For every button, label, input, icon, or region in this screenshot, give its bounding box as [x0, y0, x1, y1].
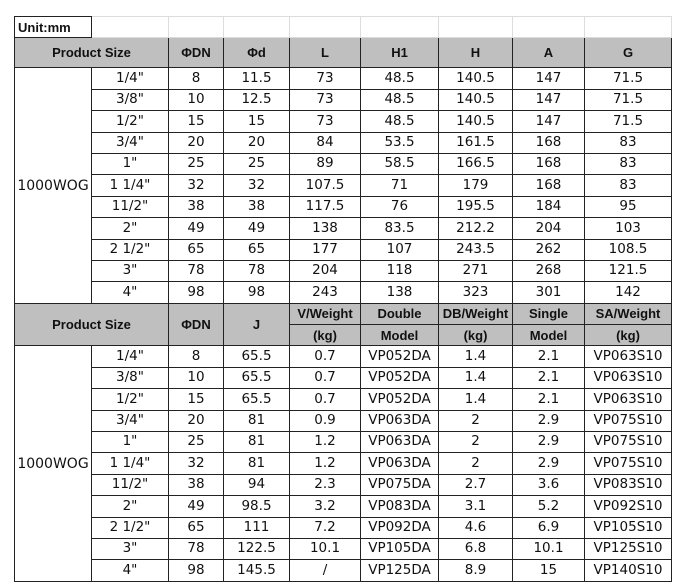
- table-cell: 140.5: [439, 111, 513, 132]
- header-single-model: Model: [513, 325, 585, 346]
- table-cell: 184: [513, 196, 585, 217]
- table-cell: 4.6: [439, 517, 513, 538]
- header-double: Double: [361, 303, 439, 324]
- table-cell: 1.4: [439, 346, 513, 367]
- table-cell: VP075S10: [585, 432, 672, 453]
- table-cell: 138: [361, 282, 439, 303]
- header-sa-weight-unit: (kg): [585, 325, 672, 346]
- table-cell: 271: [439, 260, 513, 281]
- header-dn: ΦDN: [169, 38, 224, 68]
- table-cell: 73: [290, 89, 361, 110]
- table-cell: 2.7: [439, 474, 513, 495]
- table-row: [15, 474, 672, 495]
- header-h: H: [439, 38, 513, 68]
- table-cell: 118: [361, 260, 439, 281]
- table-cell: 8.9: [439, 560, 513, 581]
- table-cell: 268: [513, 260, 585, 281]
- table-row: [15, 538, 672, 559]
- table-cell: 48.5: [361, 89, 439, 110]
- table-cell: 0.7: [290, 367, 361, 388]
- table-cell: 2: [439, 410, 513, 431]
- table-cell: VP063DA: [361, 453, 439, 474]
- table-cell: 1.4: [439, 367, 513, 388]
- table-cell: 38: [169, 474, 224, 495]
- table-cell: 3.2: [290, 496, 361, 517]
- table-cell: 98: [169, 282, 224, 303]
- table-cell: 65.5: [224, 367, 290, 388]
- table-cell: 8: [169, 68, 224, 89]
- table-cell: 168: [513, 132, 585, 153]
- table-cell: 2: [439, 453, 513, 474]
- table-cell: 3.6: [513, 474, 585, 495]
- table-cell: 73: [290, 68, 361, 89]
- table-cell: 262: [513, 239, 585, 260]
- table-cell: 147: [513, 68, 585, 89]
- table1-header-row: [15, 38, 672, 68]
- table-cell: 7.2: [290, 517, 361, 538]
- table2-body: [15, 346, 672, 581]
- table-cell: 2": [92, 496, 169, 517]
- table-cell: 0.9: [290, 410, 361, 431]
- table-cell: 147: [513, 111, 585, 132]
- table-cell: 71.5: [585, 89, 672, 110]
- table1-body: [15, 68, 672, 303]
- table-cell: 76: [361, 196, 439, 217]
- table-cell: 204: [290, 260, 361, 281]
- table-cell: 1/2": [92, 111, 169, 132]
- table-cell: 49: [169, 496, 224, 517]
- table-cell: 117.5: [290, 196, 361, 217]
- table-cell: 20: [224, 132, 290, 153]
- table-cell: 147: [513, 89, 585, 110]
- table-cell: 5.2: [513, 496, 585, 517]
- table-cell: 161.5: [439, 132, 513, 153]
- table-cell: 53.5: [361, 132, 439, 153]
- model-cell: 1000WOG: [15, 346, 92, 581]
- table-cell: 168: [513, 175, 585, 196]
- table-cell: 98.5: [224, 496, 290, 517]
- table-cell: VP063DA: [361, 432, 439, 453]
- table-cell: 38: [169, 196, 224, 217]
- header-db-weight-unit: (kg): [439, 325, 513, 346]
- table-row: [15, 175, 672, 196]
- table-cell: 12.5: [224, 89, 290, 110]
- table-cell: 3": [92, 538, 169, 559]
- table-cell: VP140S10: [585, 560, 672, 581]
- table-cell: 32: [169, 453, 224, 474]
- table-cell: 3/8": [92, 89, 169, 110]
- header-single: Single: [513, 303, 585, 324]
- table-cell: 2.1: [513, 367, 585, 388]
- header-v-weight: V/Weight: [290, 303, 361, 324]
- table-cell: 121.5: [585, 260, 672, 281]
- table-cell: VP063DA: [361, 410, 439, 431]
- table-cell: 10: [169, 367, 224, 388]
- table-cell: 2: [439, 432, 513, 453]
- table-cell: 6.8: [439, 538, 513, 559]
- table-cell: 4": [92, 282, 169, 303]
- table-cell: 98: [224, 282, 290, 303]
- table-cell: /: [290, 560, 361, 581]
- table-cell: 179: [439, 175, 513, 196]
- table-cell: 1": [92, 432, 169, 453]
- table-cell: 71.5: [585, 68, 672, 89]
- table-cell: 83: [585, 132, 672, 153]
- table-cell: 48.5: [361, 111, 439, 132]
- table-cell: 204: [513, 218, 585, 239]
- table-cell: 10.1: [513, 538, 585, 559]
- table-cell: 1/4": [92, 68, 169, 89]
- table-cell: 140.5: [439, 68, 513, 89]
- header-dn-2: ΦDN: [169, 303, 224, 346]
- table-cell: 10.1: [290, 538, 361, 559]
- table-cell: 89: [290, 153, 361, 174]
- header-g: G: [585, 38, 672, 68]
- table-row: [15, 239, 672, 260]
- table-cell: 78: [169, 538, 224, 559]
- table-cell: 323: [439, 282, 513, 303]
- table-cell: 49: [224, 218, 290, 239]
- table-cell: 58.5: [361, 153, 439, 174]
- table-cell: 11.5: [224, 68, 290, 89]
- table-cell: 2": [92, 218, 169, 239]
- table-cell: VP063S10: [585, 389, 672, 410]
- table-cell: 142: [585, 282, 672, 303]
- table-cell: 32: [224, 175, 290, 196]
- table-cell: VP075DA: [361, 474, 439, 495]
- table-cell: 1": [92, 153, 169, 174]
- table-cell: 83.5: [361, 218, 439, 239]
- table-cell: 212.2: [439, 218, 513, 239]
- table-cell: 243: [290, 282, 361, 303]
- table-cell: 145.5: [224, 560, 290, 581]
- table-row: [15, 453, 672, 474]
- table-cell: 1 1/4": [92, 453, 169, 474]
- table-row: [15, 410, 672, 431]
- table-cell: VP075S10: [585, 453, 672, 474]
- table-cell: VP052DA: [361, 346, 439, 367]
- table-row: [15, 111, 672, 132]
- table-cell: 78: [224, 260, 290, 281]
- header-j: J: [224, 303, 290, 346]
- header-product-size: Product Size: [15, 38, 169, 68]
- table-cell: 0.7: [290, 346, 361, 367]
- table-cell: 0.7: [290, 389, 361, 410]
- table-cell: 2.9: [513, 453, 585, 474]
- table-cell: 177: [290, 239, 361, 260]
- table-cell: 108.5: [585, 239, 672, 260]
- unit-label: Unit:mm: [15, 17, 92, 38]
- header-v-weight-unit: (kg): [290, 325, 361, 346]
- header-product-size-2: Product Size: [15, 303, 169, 346]
- table-row: [15, 260, 672, 281]
- table-cell: 195.5: [439, 196, 513, 217]
- table-cell: 3": [92, 260, 169, 281]
- model-cell: 1000WOG: [15, 68, 92, 303]
- table-cell: 2 1/2": [92, 239, 169, 260]
- table-row: [15, 89, 672, 110]
- table-cell: 140.5: [439, 89, 513, 110]
- header-l: L: [290, 38, 361, 68]
- table-cell: VP063S10: [585, 367, 672, 388]
- table-cell: 4": [92, 560, 169, 581]
- table-cell: 95: [585, 196, 672, 217]
- table-cell: 2.1: [513, 346, 585, 367]
- table-cell: 83: [585, 153, 672, 174]
- table-cell: 168: [513, 153, 585, 174]
- table-cell: 20: [169, 410, 224, 431]
- table-cell: 49: [169, 218, 224, 239]
- table-cell: 2.9: [513, 410, 585, 431]
- table-cell: VP125S10: [585, 538, 672, 559]
- header-db-weight: DB/Weight: [439, 303, 513, 324]
- table-row: [15, 153, 672, 174]
- table-cell: 107: [361, 239, 439, 260]
- table-cell: 65: [169, 517, 224, 538]
- table2-header-row: [15, 303, 672, 324]
- table-cell: 84: [290, 132, 361, 153]
- table-cell: 138: [290, 218, 361, 239]
- table-cell: 3/4": [92, 132, 169, 153]
- table-cell: 15: [224, 111, 290, 132]
- table-row: [15, 517, 672, 538]
- table-row: [15, 196, 672, 217]
- table-cell: 166.5: [439, 153, 513, 174]
- header-h1: H1: [361, 38, 439, 68]
- table-cell: VP052DA: [361, 367, 439, 388]
- table-cell: 65.5: [224, 389, 290, 410]
- table-row: [15, 432, 672, 453]
- table-row: [15, 282, 672, 303]
- table-row: [15, 496, 672, 517]
- table-row: [15, 346, 672, 367]
- table-cell: VP105S10: [585, 517, 672, 538]
- table-cell: 1 1/4": [92, 175, 169, 196]
- table-cell: 94: [224, 474, 290, 495]
- table-cell: 98: [169, 560, 224, 581]
- table-cell: 71.5: [585, 111, 672, 132]
- table-cell: 15: [169, 111, 224, 132]
- table-cell: 2 1/2": [92, 517, 169, 538]
- table-row: [15, 560, 672, 581]
- table-cell: VP125DA: [361, 560, 439, 581]
- table-cell: 8: [169, 346, 224, 367]
- table-cell: 103: [585, 218, 672, 239]
- table-cell: 1.4: [439, 389, 513, 410]
- table-cell: 25: [169, 153, 224, 174]
- table-row: [15, 367, 672, 388]
- table-cell: VP092DA: [361, 517, 439, 538]
- table-cell: VP092S10: [585, 496, 672, 517]
- table-cell: 32: [169, 175, 224, 196]
- table-cell: 3.1: [439, 496, 513, 517]
- table-cell: 243.5: [439, 239, 513, 260]
- table-cell: 38: [224, 196, 290, 217]
- table-cell: 65: [169, 239, 224, 260]
- table-cell: 71: [361, 175, 439, 196]
- table-cell: 1/4": [92, 346, 169, 367]
- table-cell: 81: [224, 432, 290, 453]
- table-cell: 111: [224, 517, 290, 538]
- table-cell: 15: [513, 560, 585, 581]
- table-row: [15, 132, 672, 153]
- table-cell: 3/8": [92, 367, 169, 388]
- table-cell: 122.5: [224, 538, 290, 559]
- table-cell: 2.3: [290, 474, 361, 495]
- table-cell: VP063S10: [585, 346, 672, 367]
- table-cell: 83: [585, 175, 672, 196]
- table-cell: 65: [224, 239, 290, 260]
- table-cell: 25: [169, 432, 224, 453]
- table-cell: 11/2": [92, 474, 169, 495]
- table-cell: 20: [169, 132, 224, 153]
- table-cell: 48.5: [361, 68, 439, 89]
- table-cell: 73: [290, 111, 361, 132]
- table-cell: 65.5: [224, 346, 290, 367]
- table-cell: 1/2": [92, 389, 169, 410]
- table-cell: 1.2: [290, 432, 361, 453]
- table-cell: 6.9: [513, 517, 585, 538]
- header-double-model: Model: [361, 325, 439, 346]
- table-cell: 81: [224, 453, 290, 474]
- table-row: [15, 389, 672, 410]
- valve-spec-sheet: [14, 16, 672, 582]
- table-cell: VP083S10: [585, 474, 672, 495]
- table-cell: 11/2": [92, 196, 169, 217]
- header-d: Φd: [224, 38, 290, 68]
- table-row: [15, 218, 672, 239]
- table-cell: 10: [169, 89, 224, 110]
- header-a: A: [513, 38, 585, 68]
- table-cell: VP075S10: [585, 410, 672, 431]
- table-cell: 15: [169, 389, 224, 410]
- table-cell: VP105DA: [361, 538, 439, 559]
- table-cell: 301: [513, 282, 585, 303]
- table-cell: 78: [169, 260, 224, 281]
- table-cell: 2.9: [513, 432, 585, 453]
- table-cell: 107.5: [290, 175, 361, 196]
- table-cell: 2.1: [513, 389, 585, 410]
- table-cell: 25: [224, 153, 290, 174]
- table-cell: 1.2: [290, 453, 361, 474]
- header-sa-weight: SA/Weight: [585, 303, 672, 324]
- table-row: [15, 68, 672, 89]
- table-cell: VP083DA: [361, 496, 439, 517]
- table-cell: VP052DA: [361, 389, 439, 410]
- table-cell: 3/4": [92, 410, 169, 431]
- table-cell: 81: [224, 410, 290, 431]
